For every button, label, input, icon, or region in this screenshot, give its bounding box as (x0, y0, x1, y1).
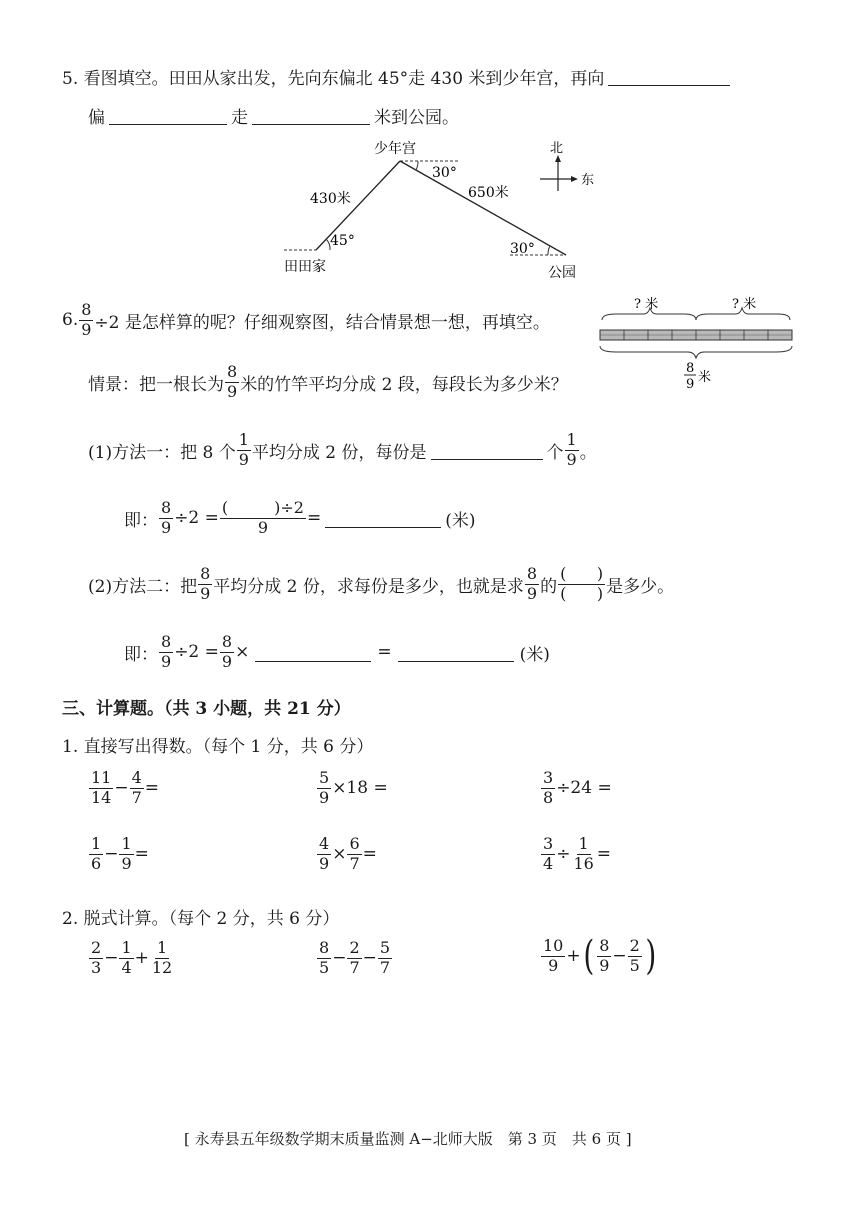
operator: ÷ (556, 844, 571, 865)
label-home: 田田家 (284, 259, 326, 275)
m2-text-a: (2)方法二：把 (88, 576, 198, 597)
operator: ÷24 = (556, 778, 612, 799)
m2-text-d: 是多少。 (606, 576, 675, 597)
eq2-blank-answer[interactable] (398, 643, 514, 662)
q5-text-end: 米到公园。 (374, 108, 459, 128)
direct-calc-item[interactable] (88, 836, 149, 873)
equals: = (596, 844, 612, 865)
eq1-div: ÷2 = (174, 508, 219, 529)
fraction: $\frac{1}{16}$ (573, 834, 594, 873)
operator: − (104, 844, 119, 865)
m2-fraction-2: $\frac{8}{9}$ (526, 564, 538, 603)
label-q-left: ? 米 (634, 297, 659, 312)
label-dist-650: 650米 (468, 185, 509, 201)
equals: = (362, 844, 377, 865)
scene-fraction: $\frac{8}{9}$ (227, 362, 238, 401)
operator: − (114, 778, 129, 799)
q5-blank-direction[interactable] (608, 67, 730, 86)
label-angle-palace: 30° (432, 165, 457, 181)
label-total-unit: 米 (698, 370, 712, 385)
q5-prefix: 5. 看图填空。田田从家出发，先向东偏北 45°走 430 米到少年宫，再向 (62, 69, 605, 89)
route-diagram (270, 135, 610, 285)
fraction: $\frac{5}{9}$ (319, 768, 330, 807)
eq2-blank-multiplier[interactable] (255, 643, 371, 662)
label-total-num: 8 (686, 361, 695, 376)
m2-blank-fraction[interactable]: $\frac{( )}{( )}$ (560, 564, 604, 603)
q6-text: ÷2 是怎样算的呢？仔细观察图，结合情景想一想，再填空。 (94, 312, 550, 333)
equals: = (134, 844, 149, 865)
section-3-title: 三、计算题。（共 3 小题，共 21 分） (62, 699, 351, 719)
q5-text-zou: 走 (231, 108, 248, 128)
label-east: 东 (581, 173, 595, 188)
m1-fraction-2: $\frac{1}{9}$ (566, 430, 577, 469)
q5-text-pian: 偏 (88, 108, 105, 128)
eq2-equals: = (377, 642, 392, 663)
label-angle-home: 45° (330, 233, 355, 249)
stepwise-calc-a[interactable]: $\frac{2}{3}$ − $\frac{1}{4}$ + $\frac{1}{12}$ (91, 938, 173, 977)
fraction: $\frac{4}{7}$ (131, 768, 142, 807)
q6-line1 (62, 302, 550, 339)
bamboo-bar-diagram (596, 292, 796, 392)
q6-method2 (88, 566, 674, 603)
route-palace-to-park (400, 161, 566, 255)
q5-line1 (62, 64, 730, 89)
m2-fraction: $\frac{8}{9}$ (200, 564, 211, 603)
q6-eq2 (124, 634, 550, 671)
q6-prefix: 6. (62, 310, 79, 331)
equals: = (144, 778, 160, 799)
compass-icon (540, 141, 594, 191)
q5-blank-distance[interactable] (252, 106, 370, 125)
eq2-div: ÷2 = (174, 642, 219, 663)
q5-line2 (88, 103, 459, 128)
fraction: $\frac{1}{9}$ (121, 834, 132, 873)
q6-scene (88, 364, 568, 401)
label-north: 北 (550, 141, 564, 156)
eq2-fraction-2: $\frac{8}{9}$ (221, 632, 233, 671)
m2-text-c: 的 (540, 576, 558, 597)
fraction: $\frac{6}{7}$ (349, 834, 360, 873)
page-footer: [ 永寿县五年级数学期末质量监测 A−北师大版 第 3 页 共 6 页 ] (184, 1130, 632, 1148)
m1-text-c: 个 (546, 442, 564, 463)
label-angle-park: 30° (510, 241, 535, 257)
label-palace: 少年宫 (374, 141, 416, 157)
eq2-ji: 即： (124, 644, 158, 665)
part-2-title: 2. 脱式计算。（每个 2 分，共 6 分） (62, 909, 340, 929)
eq2-fraction: $\frac{8}{9}$ (161, 632, 172, 671)
m1-fraction: $\frac{1}{9}$ (238, 430, 249, 469)
eq2-times: × (235, 642, 250, 663)
m1-text-b: 平均分成 2 份，每份是 (251, 442, 427, 463)
fraction: $\frac{1}{6}$ (91, 834, 102, 873)
scene-text-a: 情景：把一根长为 (88, 374, 224, 395)
stepwise-calc-b[interactable]: $\frac{8}{5}$ − $\frac{2}{7}$ − $\frac{5}{7}$ (319, 938, 391, 977)
m2-text-b: 平均分成 2 份，求每份是多少，也就是求 (213, 576, 524, 597)
direct-calc-item[interactable] (316, 836, 377, 873)
part-1-title: 1. 直接写出得数。（每个 1 分，共 6 分） (62, 737, 374, 757)
fraction: $\frac{11}{14}$ (91, 768, 112, 807)
label-q-right: ? 米 (732, 297, 757, 312)
eq2-unit: (米) (519, 644, 550, 665)
m1-end: 。 (579, 442, 597, 463)
label-park: 公园 (548, 265, 576, 281)
q6-fraction: $\frac{8}{9}$ (81, 300, 92, 339)
eq1-fraction: $\frac{8}{9}$ (161, 498, 172, 537)
direct-calc-item[interactable] (540, 770, 612, 807)
eq1-equals: = (306, 508, 322, 529)
q5-blank-angle[interactable] (109, 106, 227, 125)
stepwise-calc-c[interactable]: $\frac{10}{9}$ + ( $\frac{8}{9}$ − $\frac{2}{5}$ ) (543, 933, 657, 979)
label-dist-430: 430米 (310, 191, 351, 207)
operator: × (332, 844, 347, 865)
eq1-blank-fraction[interactable]: $\frac{( )\div 2}{9}$ (221, 498, 304, 537)
fraction: $\frac{4}{9}$ (319, 834, 330, 873)
scene-text-b: 米的竹竿平均分成 2 段，每段长为多少米？ (240, 374, 568, 395)
m1-blank[interactable] (431, 441, 543, 460)
eq1-ji: 即： (124, 510, 158, 531)
m1-text-a: (1)方法一：把 8 个 (88, 442, 236, 463)
fraction: $\frac{3}{8}$ (543, 768, 554, 807)
q6-eq1 (124, 500, 476, 537)
direct-calc-item[interactable] (88, 770, 159, 807)
label-total-den: 9 (686, 377, 695, 392)
eq1-blank-answer[interactable] (325, 509, 441, 528)
q6-method1 (88, 432, 597, 469)
direct-calc-item[interactable] (316, 770, 388, 807)
operator: ×18 = (332, 778, 388, 799)
fraction: $\frac{3}{4}$ (543, 834, 554, 873)
direct-calc-item[interactable] (540, 836, 611, 873)
eq1-unit: (米) (445, 510, 476, 531)
